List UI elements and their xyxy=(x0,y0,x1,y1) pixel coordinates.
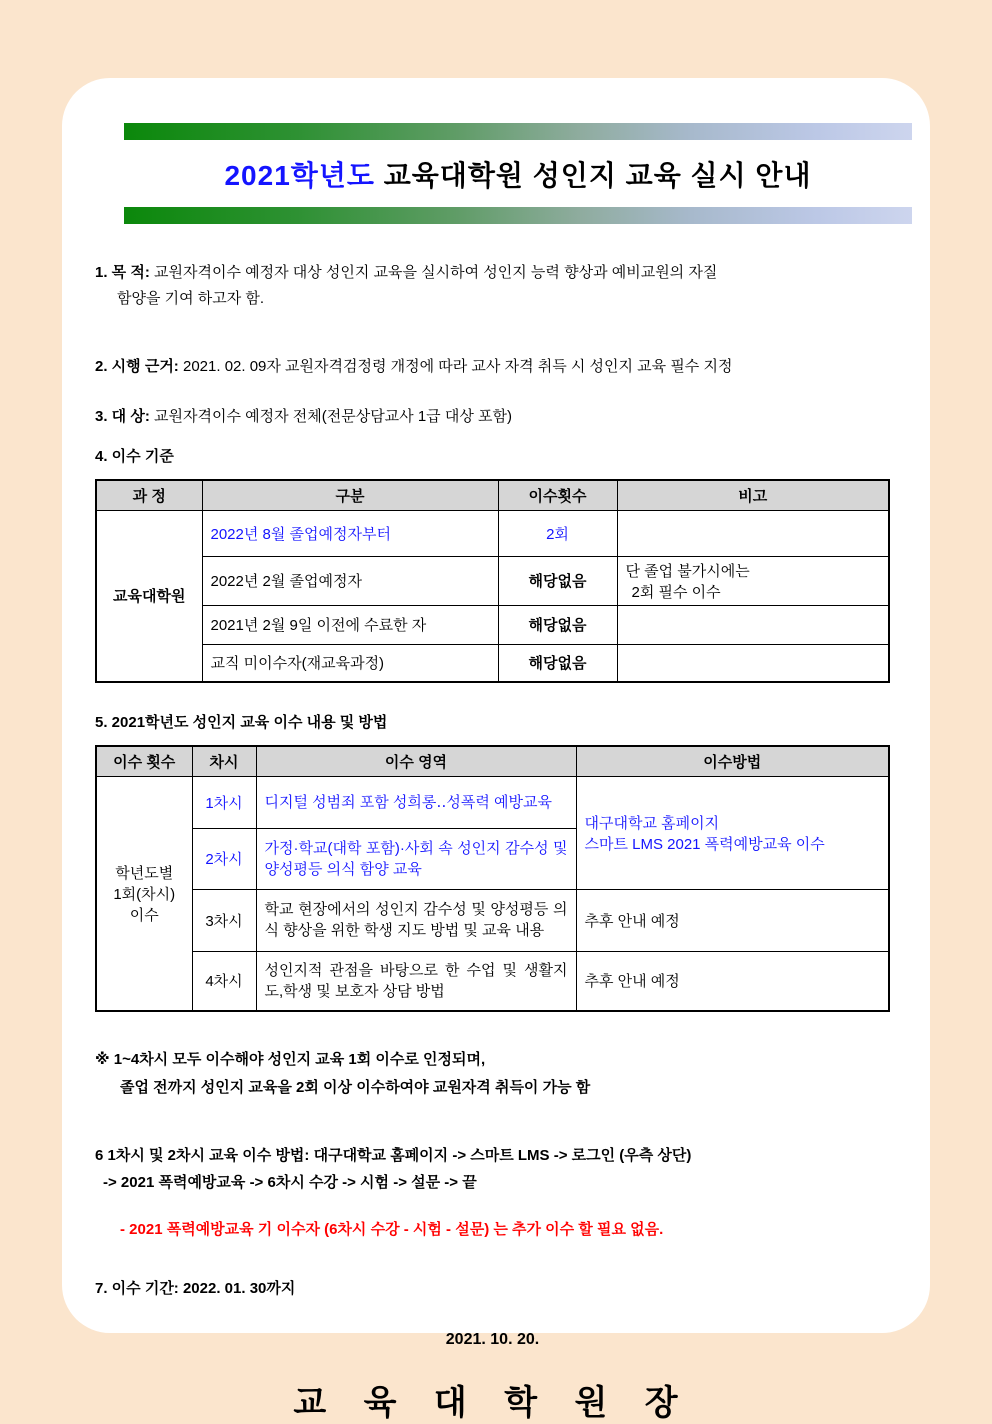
note-line1: ※ 1~4차시 모두 이수해야 성인지 교육 1회 이수로 인정되며, xyxy=(95,1051,486,1068)
top-gradient-bar xyxy=(124,123,912,140)
area-cell: 가정·학교(대학 포함)·사회 속 성인지 감수성 및 양성평등 의식 함양 교육 xyxy=(256,828,576,889)
section-purpose-line1 xyxy=(95,260,890,286)
section-basis xyxy=(95,354,890,380)
section-target xyxy=(95,404,890,430)
remark-cell xyxy=(617,644,889,682)
col-header-course: 과 정 xyxy=(96,480,202,510)
section-basis-label: 2. 시행 근거: xyxy=(95,358,179,375)
category-cell: 2021년 2월 9일 이전에 수료한 자 xyxy=(202,605,498,644)
method-line1: 대구대학교 홈페이지 xyxy=(584,814,720,832)
table-row xyxy=(96,951,889,1011)
category-cell: 교직 미이수자(재교육과정) xyxy=(202,644,498,682)
document-date: 2021. 10. 20. xyxy=(445,1331,540,1348)
section-criteria-heading: 4. 이수 기준 xyxy=(95,448,174,465)
session-cell: 2차시 xyxy=(192,828,256,889)
col-header-count: 이수 횟수 xyxy=(96,746,192,776)
remark-cell xyxy=(617,556,889,605)
count-merged-line2: 1회(차시) xyxy=(113,885,176,903)
section-period: 7. 이수 기간: 2022. 01. 30까지 xyxy=(95,1280,296,1297)
session-cell: 4차시 xyxy=(192,951,256,1011)
section-target-text: 교원자격이수 예정자 전체(전문상담교사 1급 대상 포함) xyxy=(154,408,512,425)
method-cell: 추후 안내 예정 xyxy=(576,889,889,951)
area-cell: 디지털 성범죄 포함 성희롱‥성폭력 예방교육 xyxy=(256,776,576,828)
document-header xyxy=(124,123,912,224)
session-cell: 3차시 xyxy=(192,889,256,951)
section-method-heading: 5. 2021학년도 성인지 교육 이수 내용 및 방법 xyxy=(95,714,388,731)
remark-line2: 2회 필수 이수 xyxy=(631,583,721,601)
count-merged-line1: 학년도별 xyxy=(115,864,174,882)
method-line2: 스마트 LMS 2021 폭력예방교육 이수 xyxy=(584,835,825,853)
count-cell: 해당없음 xyxy=(498,556,617,605)
title-year: 2021학년도 xyxy=(224,160,375,191)
method6-line2: -> 2021 폭력예방교육 -> 6차시 수강 -> 시험 -> 설문 -> 끝 xyxy=(103,1174,477,1191)
session-cell: 1차시 xyxy=(192,776,256,828)
method6-line1: 6 1차시 및 2차시 교육 이수 방법: 대구대학교 홈페이지 -> 스마트 LMS -> 로그인 (우측 상단) xyxy=(95,1147,692,1164)
education-content-table xyxy=(95,745,890,1012)
table-row xyxy=(96,644,889,682)
note-block xyxy=(95,1046,890,1102)
course-merged-cell: 교육대학원 xyxy=(96,510,202,682)
page-title xyxy=(124,140,912,207)
col-header-area: 이수 영역 xyxy=(256,746,576,776)
col-header-count: 이수횟수 xyxy=(498,480,617,510)
bottom-gradient-bar xyxy=(124,207,912,224)
table-row xyxy=(96,776,889,828)
table-row xyxy=(96,510,889,556)
note-line2: 졸업 전까지 성인지 교육을 2회 이상 이수하여야 교원자격 취득이 가능 함 xyxy=(120,1079,591,1096)
method-cell: 추후 안내 예정 xyxy=(576,951,889,1011)
col-header-remark: 비고 xyxy=(617,480,889,510)
col-header-method: 이수방법 xyxy=(576,746,889,776)
document-content xyxy=(62,260,930,1424)
red-warning-note: - 2021 폭력예방교육 기 이수자 (6차시 수강 - 시험 - 설문) 는 추가 이수 할 필요 없음. xyxy=(120,1221,664,1238)
section-purpose xyxy=(95,260,890,312)
count-cell: 2회 xyxy=(498,510,617,556)
completion-criteria-table xyxy=(95,479,890,683)
section-method6 xyxy=(95,1142,890,1196)
table-header-row xyxy=(96,480,889,510)
count-merged-line3: 이수 xyxy=(129,906,159,924)
remark-cell xyxy=(617,510,889,556)
category-cell: 2022년 8월 졸업예정자부터 xyxy=(202,510,498,556)
signature-title: 교 육 대 학 원 장 xyxy=(293,1384,692,1422)
col-header-category: 구분 xyxy=(202,480,498,510)
section-purpose-line2: 함양을 기여 하고자 함. xyxy=(117,290,265,307)
document-card xyxy=(62,78,930,1422)
section-target-label: 3. 대 상: xyxy=(95,408,150,425)
section-purpose-label: 1. 목 적: xyxy=(95,264,150,281)
table-header-row xyxy=(96,746,889,776)
remark-cell xyxy=(617,605,889,644)
table-row xyxy=(96,889,889,951)
count-cell: 해당없음 xyxy=(498,644,617,682)
method-merged-cell xyxy=(576,776,889,889)
remark-line1: 단 졸업 불가시에는 xyxy=(625,562,750,580)
title-rest: 교육대학원 성인지 교육 실시 안내 xyxy=(374,160,812,191)
category-cell: 2022년 2월 졸업예정자 xyxy=(202,556,498,605)
table-row xyxy=(96,556,889,605)
count-merged-cell xyxy=(96,776,192,1011)
col-header-session: 차시 xyxy=(192,746,256,776)
area-cell: 학교 현장에서의 성인지 감수성 및 양성평등 의식 향상을 위한 학생 지도 방법 및 교육 내용 xyxy=(256,889,576,951)
area-cell: 성인지적 관점을 바탕으로 한 수업 및 생활지도,학생 및 보호자 상담 방법 xyxy=(256,951,576,1011)
table-row xyxy=(96,605,889,644)
section-purpose-text1: 교원자격이수 예정자 대상 성인지 교육을 실시하여 성인지 능력 향상과 예비교원의 자질 xyxy=(154,264,718,281)
count-cell: 해당없음 xyxy=(498,605,617,644)
section-basis-text: 2021. 02. 09자 교원자격검정령 개정에 따라 교사 자격 취득 시 성인지 교육 필수 지정 xyxy=(182,358,733,375)
